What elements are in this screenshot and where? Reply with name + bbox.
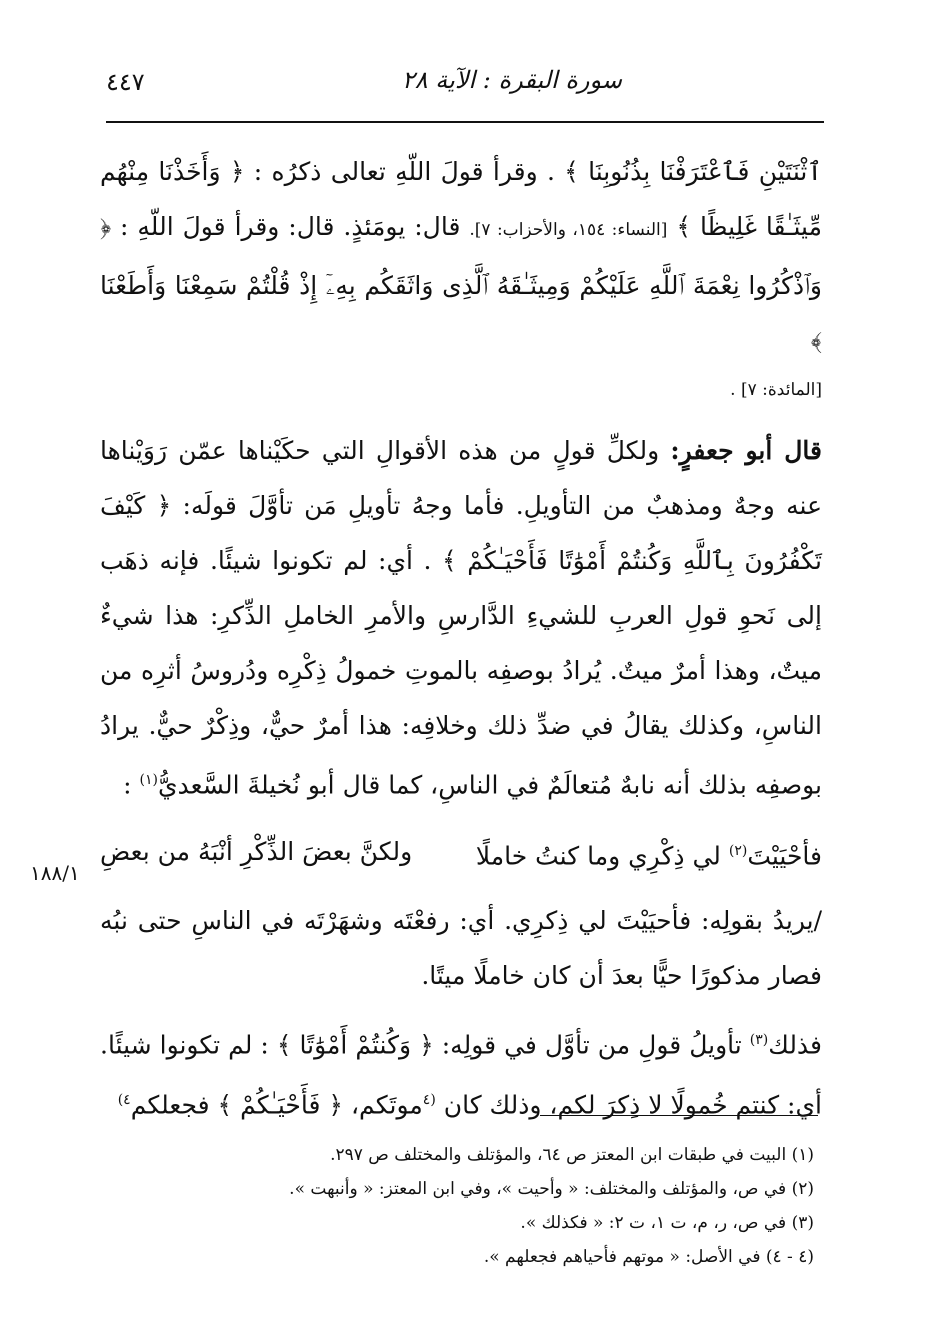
footnote-mark-1: (١) — [139, 772, 158, 788]
quran-reference-2: [المائدة: ٧] . — [730, 380, 822, 400]
footnote-4: (٤ - ٤) في الأصل: « موتهم فأحياهم فجعلهم ». — [483, 1247, 814, 1267]
footnote-mark-4-close: ٤) — [117, 1091, 131, 1108]
footnote-3: (٣) في ص، ر، م، ت ١، ت ٢: « فكذلك ». — [520, 1213, 814, 1233]
footnotes — [110, 1138, 814, 1274]
footnote-rule — [540, 1115, 818, 1116]
p1-line1: ٱثْنَتَيْنِ فَٱعْتَرَفْنَا بِذُنُوبِنَا ﴾ . وقرأ قولَ اللّهِ تعالى ذكرُه : ﴿ وَأَخَذْنَا مِنْهُم مِّيثَـٰقًا — [100, 157, 822, 241]
header-rule — [106, 121, 824, 123]
margin-page-reference: ١٨٨/١ — [30, 861, 80, 885]
footnote-1: (١) البيت في طبقات ابن المعتز ص ٦٤، والمؤتلف والمختلف ص ٢٩٧. — [330, 1145, 814, 1165]
p1-line2-b: قال: يومَئذٍ. قال: وقرأ قولَ اللّهِ : — [120, 212, 461, 241]
footnote-mark-3: (٣) — [749, 1032, 769, 1049]
verse-first-hemistich: فأحْيَيْتَ$^{(٢)}$ لي ذِكْرِي وما كنتُ خاملًا — [475, 841, 822, 871]
paragraph-4: فذلك$^{(٣)}$ تأويلُ قولِ من تأوَّل في قولِه: ﴿ وَكُنتُمْ أَمْوَٰتًا ﴾ : لم تكونوا شيئًا. أي: كنتم خُمولًا لا ذِكرَ لكم، وذلك كان $^{(٤}$موتَكم، ﴿ فَأَحْيَـٰكُمْ ﴾ فجعلكم$^{٤)}$ — [100, 1030, 823, 1119]
poetry-verse — [100, 824, 822, 879]
paragraph-1-ref — [100, 368, 822, 409]
main-text — [100, 144, 822, 1142]
page-header — [106, 62, 822, 112]
footnote-mark-4-open: (٤ — [422, 1091, 436, 1108]
paragraph-1 — [100, 144, 822, 368]
p1-line3: ﴿ وَٱذْكُرُوا نِعْمَةَ ٱللَّهِ عَلَيْكُمْ وَمِيثَـٰقَهُ ٱلَّذِى وَاثَقَكُم بِهِۦٓ إِذْ قُلْتُمْ سَمِعْنَا وَأَطَعْنَا ﴾ — [100, 212, 822, 355]
p1-line2-a: غَلِيظًا ﴾ — [676, 212, 757, 241]
footnote-mark-2: (٢) — [728, 843, 748, 860]
p3-text: /يريدُ بقولِه: فأحيَيْتَ لي ذِكرِي. أي: رفعْتَه وشهَرْتَه في الناسِ حتى نبُه فصار مذكورًا حيًّا بعدَ أن كان خاملًا ميتًا. — [100, 906, 822, 991]
running-title: سورة البقرة : الآية ٢٨ — [401, 66, 622, 94]
verse-second-hemistich: ولكنَّ بعضَ الذِّكْرِ أنْبَهُ من بعضِ — [100, 837, 413, 867]
paragraph-3 — [100, 893, 822, 1003]
paragraph-2 — [100, 423, 822, 812]
p2-text: ولكلِّ قولٍ من هذه الأقوالِ التي حكَيْناها عمّن رَوَيْناها عنه وجهٌ ومذهبٌ من التأويلِ. فأما وجهُ تأويلِ مَن تأوَّلَ قولَه: ﴿ كَيْفَ تَكْفُرُونَ بِٱللَّهِ وَكُنتُمْ أَمْوَٰتًا فَأَحْيَـٰكُمْ ﴾ . أي: لم تكونوا شيئًا. فإنه ذهَب إلى نَحوِ قولِ العربِ للشيءِ الدَّارسِ والأمرِ الخاملِ الذِّكرِ: هذا شيءٌ ميتٌ، وهذا أمرٌ ميتٌ. يُرادُ بوصفِه بالموتِ خمولُ ذِكْرِه ودُروسُ أثرِه من الناسِ، وكذلك يقالُ في ضدِّ ذلك وخلافِه: هذا أمرٌ حيٌّ، وذِكْرٌ حيٌّ. يرادُ بوصفِه بذلك أنه نابهٌ مُتعالَمٌ في الناسِ، كما قال أبو نُخيلةَ السَّعديُّ — [100, 436, 822, 800]
p2-end: : — [123, 770, 132, 800]
quran-reference: [النساء: ١٥٤، والأحزاب: ٧]. — [469, 220, 668, 240]
page-number: ٤٤٧ — [106, 68, 145, 96]
speaker: قال أبو جعفرٍ: — [670, 436, 823, 465]
footnote-2: (٢) في ص، والمؤتلف والمختلف: « وأحيت »، وفي ابن المعتز: « وأنبهت ». — [289, 1179, 814, 1199]
